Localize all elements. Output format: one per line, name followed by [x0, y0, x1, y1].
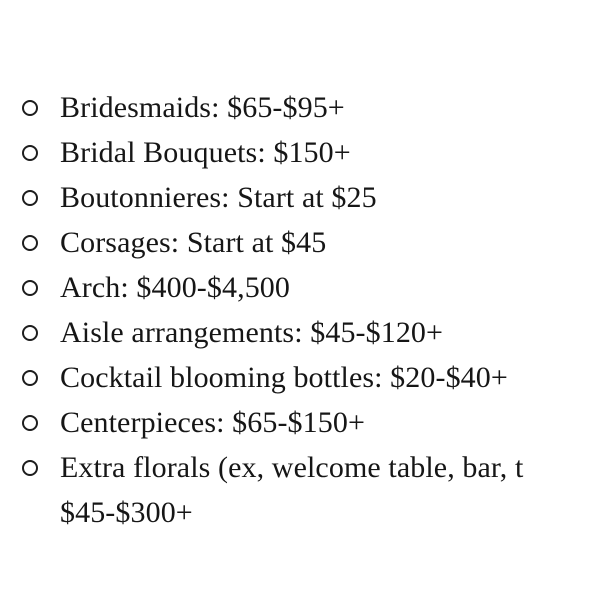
list-item — [22, 130, 600, 175]
circle-bullet-icon — [22, 325, 38, 341]
circle-bullet-icon — [22, 145, 38, 161]
list-item-text: Arch: $400-$4,500 — [60, 271, 290, 304]
list-item — [22, 220, 600, 265]
list-item — [22, 310, 600, 355]
list-item — [22, 355, 600, 400]
circle-bullet-icon — [22, 280, 38, 296]
list-item-text: Boutonnieres: Start at $25 — [60, 181, 377, 214]
list-item-text-line1: Extra florals (ex, welcome table, bar, t — [60, 451, 524, 484]
list-item — [22, 265, 600, 310]
list-item-text-line2: $45-$300+ — [60, 496, 193, 529]
list-item-text: Centerpieces: $65-$150+ — [60, 406, 365, 439]
circle-bullet-icon — [22, 415, 38, 431]
list-item-text: Cocktail blooming bottles: $20-$40+ — [60, 361, 508, 394]
circle-bullet-icon — [22, 235, 38, 251]
circle-bullet-icon — [22, 460, 38, 476]
list-item — [22, 400, 600, 445]
list-item-text: Corsages: Start at $45 — [60, 226, 327, 259]
list-item-text: Aisle arrangements: $45-$120+ — [60, 316, 444, 349]
list-item — [22, 85, 600, 130]
list-item-text: Bridal Bouquets: $150+ — [60, 136, 351, 169]
list-item-extra-florals — [22, 445, 600, 535]
list-item-text: Bridesmaids: $65-$95+ — [60, 91, 345, 124]
circle-bullet-icon — [22, 190, 38, 206]
list-item — [22, 175, 600, 220]
circle-bullet-icon — [22, 370, 38, 386]
circle-bullet-icon — [22, 100, 38, 116]
list-item-text-block — [60, 445, 523, 535]
